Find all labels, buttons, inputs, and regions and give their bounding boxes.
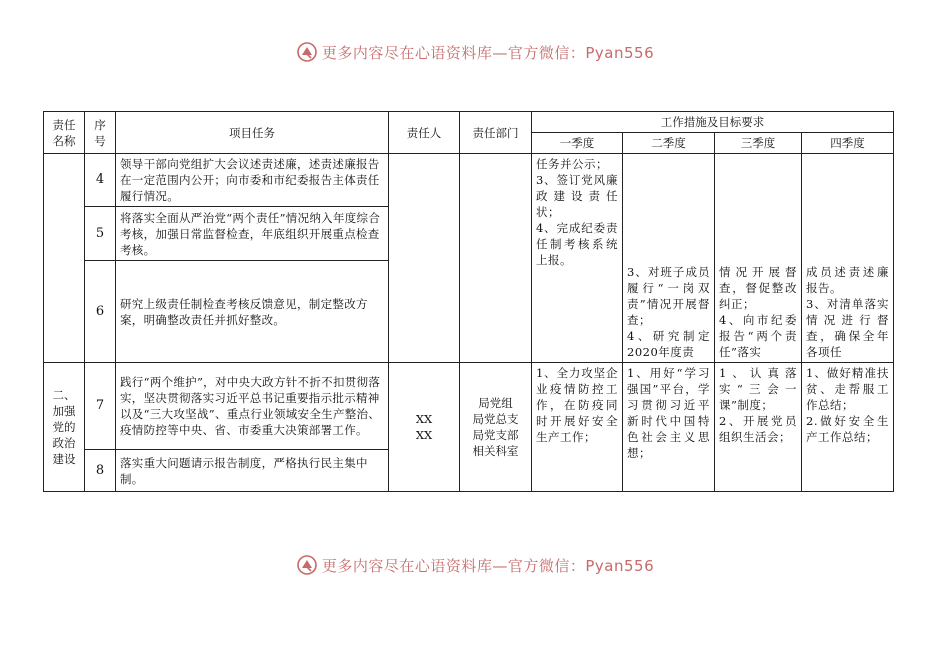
group1-name-cell: [44, 154, 85, 363]
row-task: 将落实全面从严治党“两个责任”情况纳入年度综合考核，加强日常监督检查，年底组织开展重点检查考核。: [116, 207, 389, 261]
header-responsibility: 责任名称: [44, 112, 85, 154]
header-q1: 一季度: [532, 133, 623, 154]
group2-name: 二、加强党的政治建设: [44, 363, 85, 492]
row-seq: 7: [85, 363, 116, 450]
header-project: 项目任务: [116, 112, 389, 154]
row-seq: 8: [85, 450, 116, 492]
group2-q1: 1、全力攻坚企业疫情防控工作，在防疫同时开展好安全生产工作；: [532, 363, 623, 492]
header-q4: 四季度: [802, 133, 894, 154]
group1-q2: 3、对班子成员履行“一岗双责”情况开展督查； 4、研究制定2020年度责: [623, 154, 715, 363]
row-task: 领导干部向党组扩大会议述责述廉，述责述廉报告在一定范围内公开；向市委和市纪委报告主体责任履行情况。: [116, 154, 389, 207]
header-dept: 责任部门: [460, 112, 532, 154]
group2-q3: 1、认真落实“三会一课”制度； 2、开展党员组织生活会；: [715, 363, 802, 492]
watermark-text: 更多内容尽在心语资料库—官方微信：Pyan556: [321, 556, 655, 575]
header-q3: 三季度: [715, 133, 802, 154]
table-row: [44, 363, 894, 450]
row-task: 践行“两个维护”，对中央大政方针不折不扣贯彻落实，坚决贯彻落实习近平总书记重要指示批示精神以及“三大攻坚战”、重点行业领域安全生产整治、疫情防控等中央、省、市委重大决策部署工作。: [116, 363, 389, 450]
group2-q4: 1、做好精准扶贫、走帮服工作总结； 2.做好安全生产工作总结；: [802, 363, 894, 492]
group1-q3: 情况开展督查，督促整改纠正； 4、向市纪委报告“两个责任”落实: [715, 154, 802, 363]
logo-icon: [296, 41, 318, 63]
watermark-top: [0, 40, 950, 64]
header-measures: 工作措施及目标要求: [532, 112, 894, 133]
header-seq: 序号: [85, 112, 116, 154]
header-row-1: [44, 112, 894, 133]
group2-dept: 局党组 局党总支 局党支部 相关科室: [460, 363, 532, 492]
row-task: 落实重大问题请示报告制度，严格执行民主集中制。: [116, 450, 389, 492]
row-task: 研究上级责任制检查考核反馈意见，制定整改方案，明确整改责任并抓好整改。: [116, 261, 389, 363]
header-q2: 二季度: [623, 133, 715, 154]
responsibility-table: [43, 111, 894, 492]
header-person: 责任人: [389, 112, 460, 154]
group1-dept-cell: [460, 154, 532, 363]
watermark-text: 更多内容尽在心语资料库—官方微信：Pyan556: [321, 43, 655, 62]
group1-q1: 任务并公示； 3、签订党风廉政建设责任状； 4、完成纪委责任制考核系统上报。: [532, 154, 623, 363]
group1-q4: 成员述责述廉报告。 3、对清单落实情况进行督查，确保全年各项任: [802, 154, 894, 363]
row-seq: 5: [85, 207, 116, 261]
row-seq: 6: [85, 261, 116, 363]
group2-person: XX XX: [389, 363, 460, 492]
row-seq: 4: [85, 154, 116, 207]
group1-person-cell: [389, 154, 460, 363]
table-row: [44, 154, 894, 207]
group2-q2: 1、用好“学习强国”平台，学习贯彻习近平新时代中国特色社会主义思想；: [623, 363, 715, 492]
watermark-bottom: [0, 553, 950, 577]
logo-icon: [296, 554, 318, 576]
